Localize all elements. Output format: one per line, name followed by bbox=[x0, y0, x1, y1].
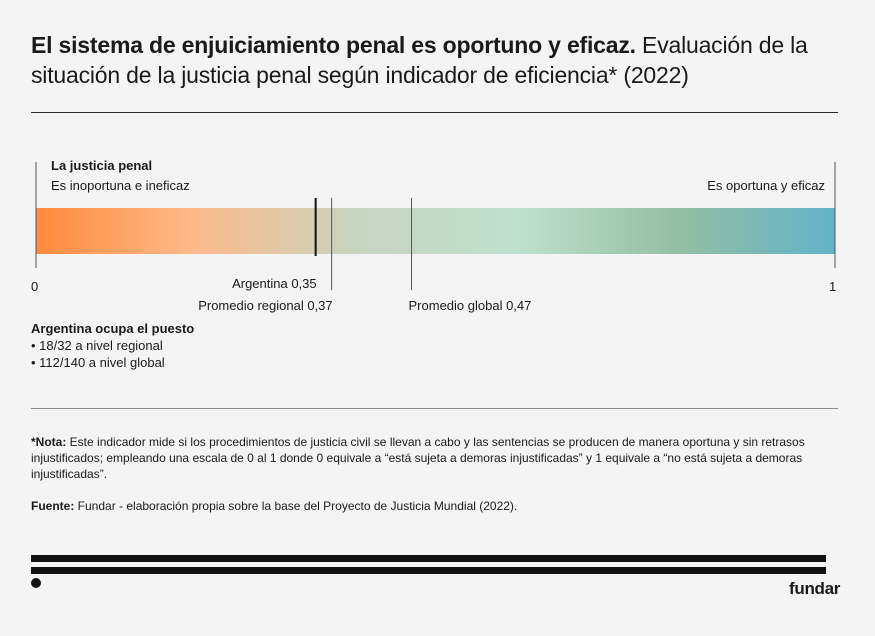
ranking-list bbox=[31, 320, 194, 371]
brand-dot bbox=[31, 578, 41, 588]
bottom-divider bbox=[31, 408, 838, 409]
marker-label-1: Argentina 0,35 bbox=[232, 276, 317, 291]
right-end-label: Es oportuna y eficaz bbox=[707, 178, 825, 193]
brand-stripe-bottom bbox=[31, 567, 826, 574]
axis-max-label: 1 bbox=[829, 279, 837, 294]
left-end-label: Es inoportuna e ineficaz bbox=[51, 178, 190, 193]
ranking-item-regional: • 18/32 a nivel regional bbox=[31, 337, 194, 354]
source-text: Fundar - elaboración propia sobre la base del Proyecto de Justicia Mundial (2022). bbox=[74, 499, 518, 513]
ranking-item-global: • 112/140 a nivel global bbox=[31, 354, 194, 371]
ranking-heading: Argentina ocupa el puesto bbox=[31, 321, 195, 336]
footnote-label: *Nota: bbox=[31, 435, 67, 449]
title-bold: El sistema de enjuiciamiento penal es oportuno y eficaz. bbox=[31, 32, 636, 58]
source-label: Fuente: bbox=[31, 499, 75, 513]
axis-min-label: 0 bbox=[31, 279, 39, 294]
marker-label-3: Promedio global 0,47 bbox=[408, 298, 532, 313]
marker-label-2: Promedio regional 0,37 bbox=[198, 298, 333, 313]
footnote-text: Este indicador mide si los procedimientos de justicia civil se llevan a cabo y las sentencias se producen de manera oportuna y sin retrasos injustificados; empleando una escala de 0 al 1 donde 0 equivale a “está sujeta a demoras injustificadas” y 1 equivale a “no está sujeta a demoras injustificadas”. bbox=[31, 435, 805, 481]
brand-stripe-top bbox=[31, 555, 826, 562]
scale-heading: La justicia penal bbox=[51, 158, 153, 173]
gradient-bar bbox=[36, 208, 835, 254]
source-line bbox=[31, 499, 517, 513]
title-rest: Evaluación de la situación de la justicia penal según indicador de eficiencia* (2022) bbox=[31, 32, 808, 88]
brand-logo: fundar bbox=[789, 579, 841, 598]
footnote bbox=[31, 434, 831, 482]
